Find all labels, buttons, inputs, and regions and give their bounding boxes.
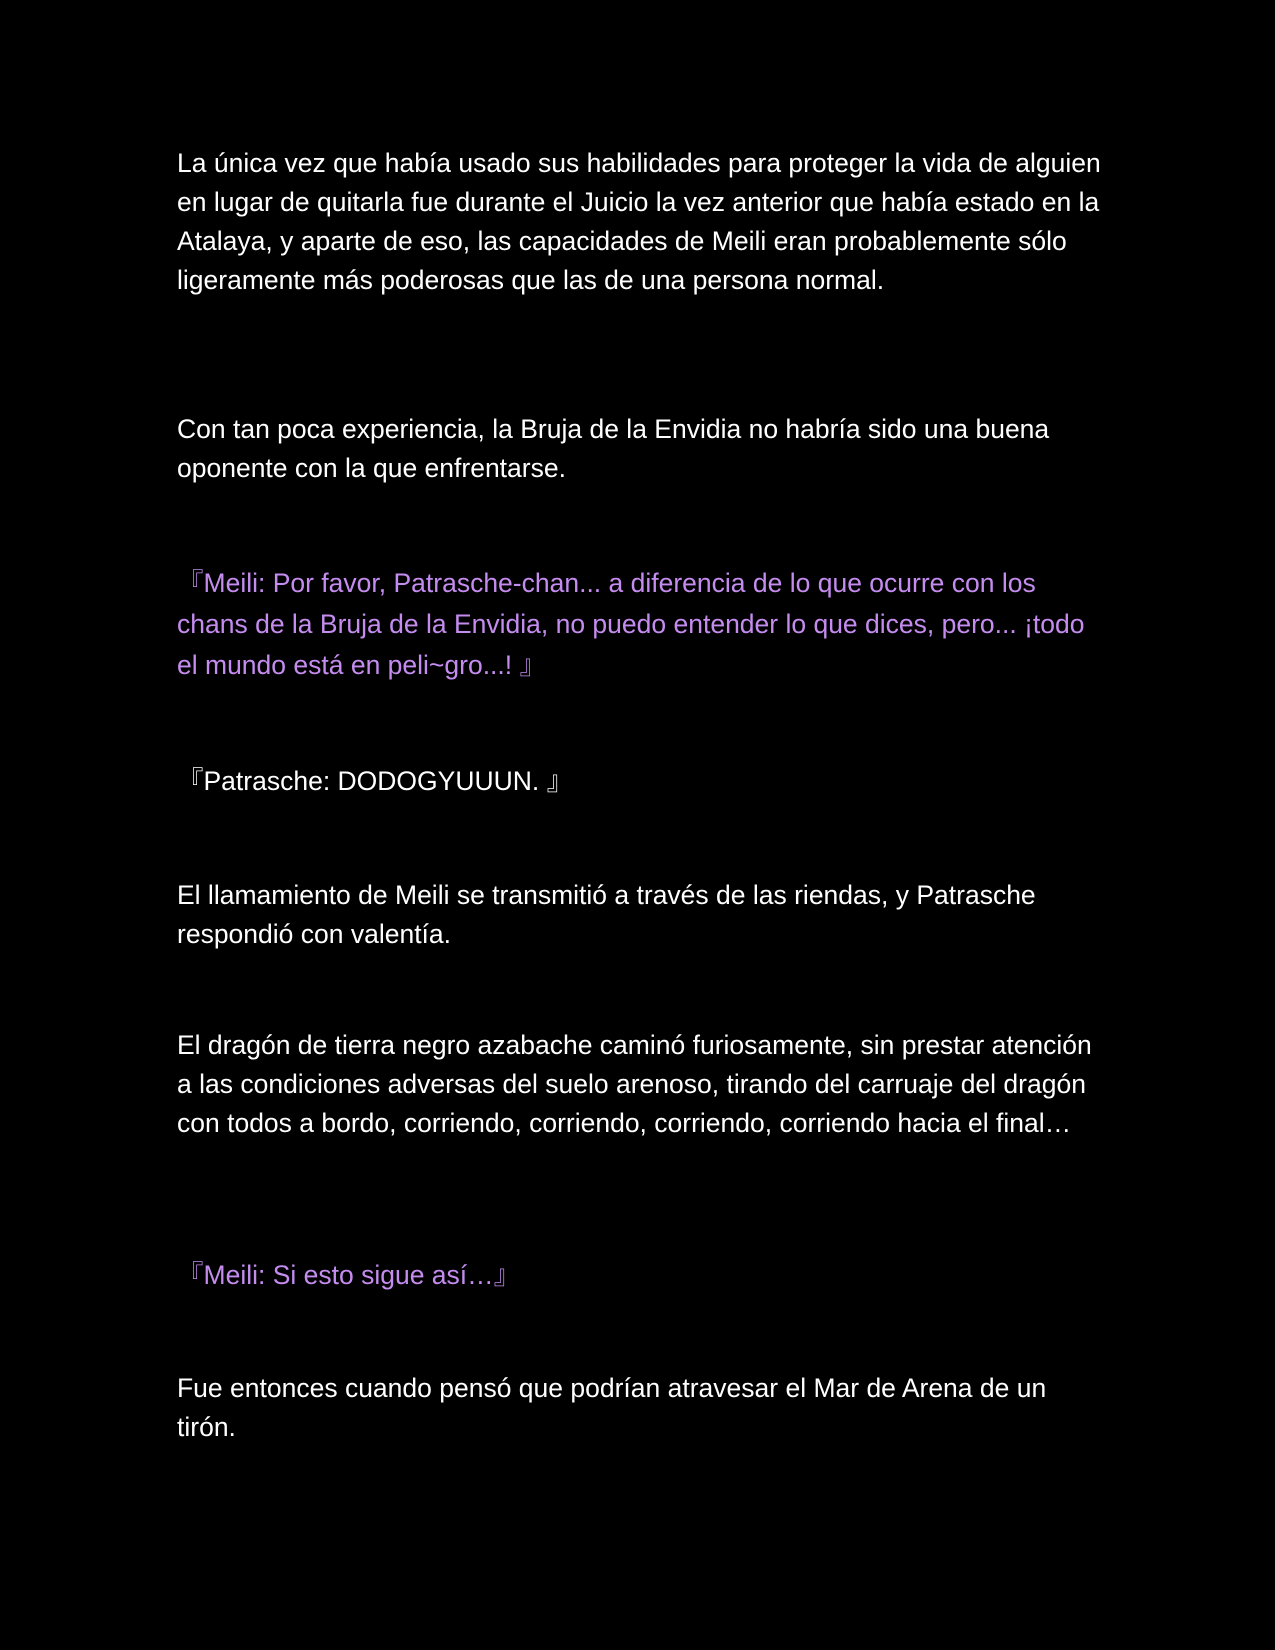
meili-dialogue: 『Meili: Si esto sigue así…』 (177, 1260, 521, 1290)
narration-paragraph: El llamamiento de Meili se transmitió a través de las riendas, y Patrasche respondió con valentía. (177, 880, 1036, 949)
meili-dialogue: 『Meili: Por favor, Patrasche-chan... a diferencia de lo que ocurre con los chans de la Bruja de la Envidia, no puedo entender lo que dices, pero... ¡todo el mundo está en peli~gro...! 』 (177, 568, 1085, 680)
narration-paragraph: La única vez que había usado sus habilidades para proteger la vida de alguien en lugar de quitarla fue durante el Juicio la vez anterior que había estado en la Atalaya, y aparte de eso, las capacidades de Meili eran probablemente sólo ligeramente más poderosas que las de una persona normal. (177, 148, 1101, 295)
narration-paragraph: El dragón de tierra negro azabache caminó furiosamente, sin prestar atención a las condiciones adversas del suelo arenoso, tirando del carruaje del dragón con todos a bordo, corriendo, corriendo, corriendo, corriendo hacia el final… (177, 1030, 1092, 1138)
narration-paragraph: Con tan poca experiencia, la Bruja de la Envidia no habría sido una buena oponente con la que enfrentarse. (177, 414, 1050, 483)
narration-paragraph: Fue entonces cuando pensó que podrían atravesar el Mar de Arena de un tirón. (177, 1373, 1047, 1442)
patrasche-dialogue: 『Patrasche: DODOGYUUUN. 』 (177, 766, 574, 796)
